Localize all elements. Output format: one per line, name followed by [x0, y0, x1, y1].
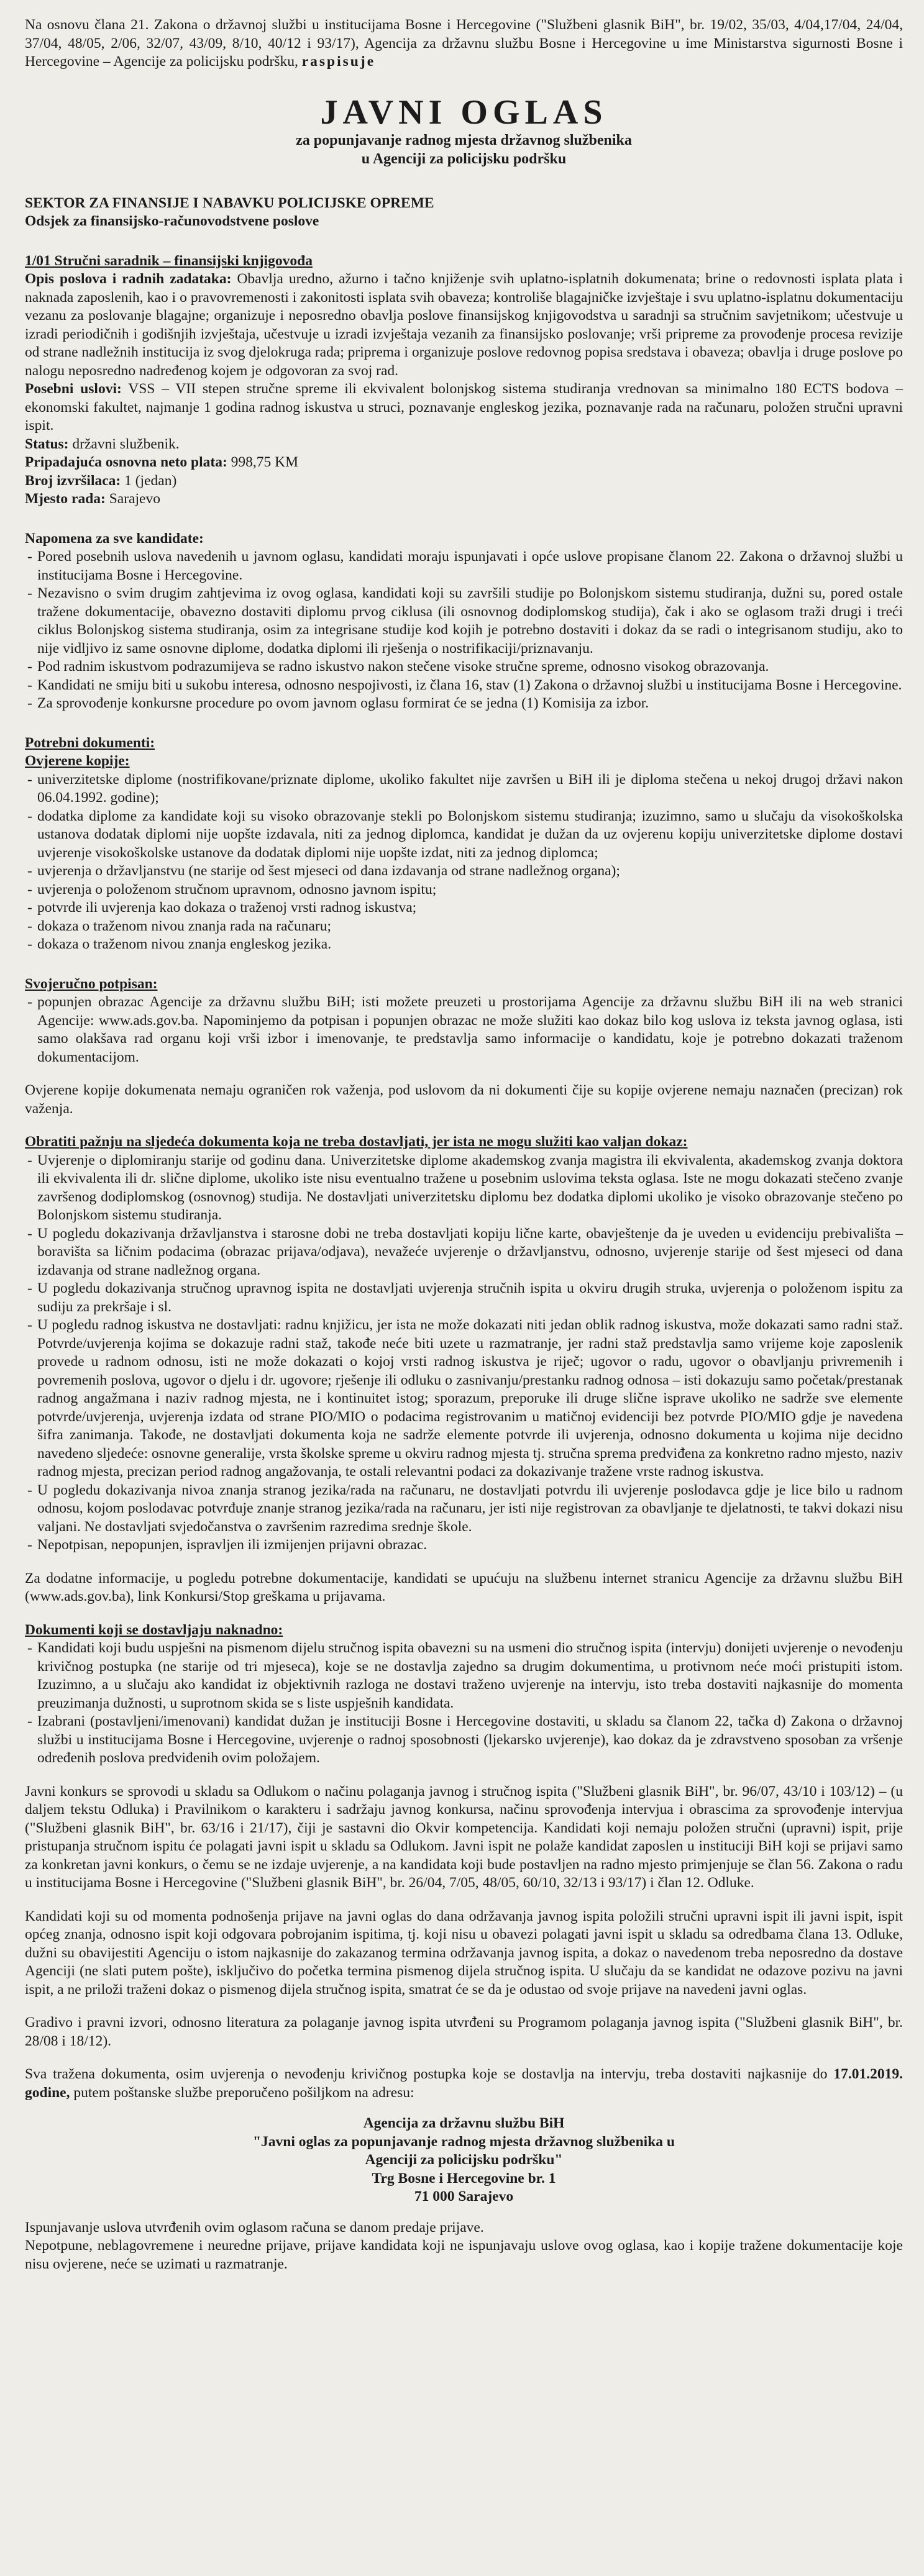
sector-name: SEKTOR ZA FINANSIJE I NABAVKU POLICIJSKE OPREME	[25, 194, 434, 211]
announcement-subtitle-1: za popunjavanje radnog mjesta državnog službenika	[296, 132, 632, 148]
salary-label: Pripadajuća osnovna neto plata:	[25, 454, 227, 470]
notes-list	[25, 548, 903, 713]
documents-title: Potrebni dokumenti:	[25, 734, 155, 751]
address-line: Agenciji za policijsku podršku"	[365, 2152, 563, 2168]
invalid-documents-title: Obratiti pažnju na sljedeća dokumenta koja ne treba dostavljati, jer ista ne mogu služiti kao valjan dokaz:	[25, 1134, 688, 1150]
list-item: - dokaza o traženom nivou znanja engleskog jezika.	[25, 935, 903, 954]
list-item: - Nezavisno o svim drugim zahtjevima iz ovog oglasa, kandidati koji su završili studije po Bolonjskom sistemu studiranja, dužni su, pored ostale tražene dokumentacije, obavezno dostaviti diplomu prvog ciklusa (ili osnovnog dodiplomskog studija), čak i ako se oglasom traži drugi i treći ciklus Bolonjskog sistema studiranja, osim za integrisane studije kod kojih je potrebno dostaviti i dokaz da se radi o integrisanom studiju, ako to nije vidljivo iz same osnovne diplome, dodatka diplomi ili rješenja o nostrifikaciji/priznavanju.	[25, 585, 903, 658]
list-item: - popunjen obrazac Agencije za državnu službu BiH; isti možete preuzeti u prostorijama Agencije za državnu službu BiH ili na web stranici Agencije: www.ads.gov.ba. Napominjemo da potpisan i popunjen obrazac ne može služiti kao dokaz bilo kog uslova iz teksta javnog oglasa, isti samo olakšava rad organu koji vrši izbor i imenovanje, te predstavlja samo informacije o kandidatu, koje je potrebno dokazati traženom dokumentacijom.	[25, 993, 903, 1067]
status-label: Status:	[25, 435, 69, 452]
signed-form-title: Svojeručno potpisan:	[25, 975, 158, 992]
mailing-address	[25, 2114, 903, 2206]
closing-note-1: Ispunjavanje uslova utvrđenih ovim oglasom računa se danom predaje prijave.	[25, 2219, 484, 2236]
signed-form-list	[25, 993, 903, 1067]
job-description-text: Obavlja uredno, ažurno i tačno knjiženje svih uplatno-isplatnih dokumenata; brine o redovnosti isplata plata i naknada zaposlenih, kao i o pravovremenosti i zakonitosti isplata svih obaveza; kontroliše blagajničke izvještaje i svu uplatno-isplatnu dokumentaciju vezanu za poslovanje blagajne; organizuje i neposredno obavlja poslove finansijskog knjigovodstva u saradnji sa stručnim savjetnikom; učestvuje u izradi periodičnih i godišnjih izvještaja, učestvuje u izradi izvještaja vezanih za finansijsko poslovanje; vrši pripreme za provođenje procesa revizije od strane nadležnih institucija iz svog djelokruga rada; priprema i organizuje poslove redovnog popisa sredstava i obaveza; obavlja i druge poslove po nalogu neposredno nadređenog kojem je odgovoran za svoj rad.	[25, 271, 903, 379]
closing-note-2: Nepotpune, neblagovremene i neuredne prijave, prijave kandidata koji ne ispunjavaju uslove ovog oglasa, kao i kopije tražene dokumentacije koje nisu ovjerene, neće se uzimati u razmatranje.	[25, 2237, 903, 2272]
executors-value: 1 (jedan)	[124, 472, 177, 489]
exam-procedure: Javni konkurs se sprovodi u skladu sa Odlukom o načinu polaganja javnog i stručnog ispita ("Službeni glasnik BiH", br. 96/07, 43/10 i 103/12) – (u daljem tekstu Odluka) i Pravilnikom o karakteru i sadržaju javnog konkursa, načinu sprovođenja intervjua i obrascima za sprovođenje intervjua ("Službeni glasnik BiH", br. 63/16 i 21/17), čiji je sastavni dio Okvir kompetencija. Kandidati koji nemaju položen stručni (upravni) ispit, prije pristupanja stručnom ispitu će polagati javni ispit u skladu sa Odlukom. Javni ispit ne polaže kandidat zaposlen u instituciji BiH koji se prijavi samo za konkretan javni konkurs, o čemu se ne izdaje uvjerenje, a na kandidata koji bude postavljen na radno mjesto primjenjuje se član 56. Zakona o radu u institucijama Bosne i Hercegovine ("Službeni glasnik BiH", br. 26/04, 7/05, 48/05, 60/10, 32/13 i 93/17) i član 12. Odluke.	[25, 1783, 903, 1891]
list-item: - dokaza o traženom nivou znanja rada na računaru;	[25, 917, 903, 936]
documents-list	[25, 771, 903, 954]
later-documents-title: Dokumenti koji se dostavljaju naknadno:	[25, 1621, 283, 1638]
list-item: - Za sprovođenje konkursne procedure po ovom javnom oglasu formirat će se jedna (1) Komisija za izbor.	[25, 694, 903, 713]
special-conditions-text: VSS – VII stepen stručne spreme ili ekvivalent bolonjskog sistema studiranja vrednovan sa minimalno 180 ECTS bodova – ekonomski fakultet, najmanje 1 godina radnog iskustva u struci, poznavanje engleskog jezika, poznavanje rada na računaru, položen stručni upravni ispit.	[25, 381, 903, 434]
exam-sources: Gradivo i pravni izvori, odnosno literatura za polaganje javnog ispita utvrđeni su Programom polaganja javnog ispita ("Službeni glasnik BiH", br. 28/08 i 18/12).	[25, 2014, 903, 2049]
address-line: Agencija za državnu službu BiH	[363, 2115, 565, 2131]
intro-text: Na osnovu člana 21. Zakona o državnoj službi u institucijama Bosne i Hercegovine ("Službeni glasnik BiH", br. 19/02, 35/03, 4/04,17/04, 24/04, 37/04, 48/05, 2/06, 32/07, 43/09, 8/10, 40/12 i 93/17), Agencija za državnu službu Bosne i Hercegovine u ime Ministarstva sigurnosti Bosne i Hercegovine – Agencije za policijsku podršku,	[25, 17, 903, 70]
list-item: - U pogledu radnog iskustva ne dostavljati: radnu knjižicu, jer ista ne može dokazati niti jedan oblik radnog iskustva, može dokazati samo radni staž. Potvrde/uvjerenja kojima se dokazuje radni staž, takođe neće biti uzete u razmatranje, jer radni staž predstavlja samo vrijeme koje zaposlenik provede u radnom odnosu, isti ne može dokazati o kojoj vrsti radnog iskustva je riječ; ugovor o radu, ugovor o obavljanju privremenih i povremenih poslova, ugovor o djelu i dr. ugovore; rješenje ili odluku o zasnivanju/prestanku radnog odnosa – isti dokazuju samo početak/prestanak radnog angažmana i naziv radnog mjesta, ne i kontinuitet istog; sporazum, preporuke ili druge slične isprave ukoliko ne sadrže sve elemente potvrde/uvjerenja, uvjerenja izdata od strane PIO/MIO o podacima registrovanim u matičnoj evidenciji bez potvrde PIO/MIO gdje je navedena šifra zanimanja. Takođe, ne dostavljati dokumenta koja ne sadrže elemente potvrde ili uvjerenja, odnosno dokumenta u kojima nije decidno navedeno sljedeće: osnovne generalije, vrsta školske spreme u okviru radnog mjesta tj. stručna sprema predviđena za konkretno radno mjesto, naziv radnog mjesta, precizan period radnog angažovanja, te ostali relevantni podaci za dokazivanje tražene vrste radnog iskustva.	[25, 1316, 903, 1481]
status-value: državni službenik.	[72, 435, 180, 452]
passed-exam-note: Kandidati koji su od momenta podnošenja prijave na javni oglas do dana održavanja javnog ispita položili stručni upravni ispit ili javni ispit, ispit općeg znanja, odnosno ispit koji odgovara pobrojanim ispitima, tj. koji nisu u obavezi polagati javni ispit u skladu sa odredbama člana 13. Odluke, dužni su obavijestiti Agenciju o istom najkasnije do zakazanog termina održavanja javnog ispita, a dokaz o navedenom treba neposredno da dostave Agenciji (ne slati putem pošte), isključivo do početka termina pismenog dijela stručnog ispita. U slučaju da se kandidat ne odazove pozivu na javni ispit, a ne priloži traženi dokaz o pismenog dijela stručnog ispita, smatrat će se da je odustao od svoje prijave na navedeni javni oglas.	[25, 1908, 903, 1998]
job-description-label: Opis poslova i radnih zadataka:	[25, 271, 232, 287]
list-item: - U pogledu dokazivanja nivoa znanja stranog jezika/rada na računaru, ne dostavljati potvrdu ili uvjerenje poslodavca gdje je lice bilo u radnom odnosu, kojom poslodavac potvrđuje znanje stranog jezika/rada na računaru, jer isti nije registrovan za obavljanje te djelatnosti, te takvi dokazi nisu valjani. Ne dostavljati svjedočanstva o završenim razredima srednje škole.	[25, 1481, 903, 1537]
address-line: "Javni oglas za popunjavanje radnog mjesta državnog službenika u	[253, 2133, 675, 2150]
list-item: - Pod radnim iskustvom podrazumijeva se radno iskustvo nakon stečene visoke stručne spreme, odnosno visokog obrazovanja.	[25, 658, 903, 676]
deadline-tail: putem poštanske službe preporučeno pošiljkom na adresu:	[73, 2084, 414, 2101]
executors-line	[25, 472, 903, 491]
list-item: - Uvjerenje o diplomiranju starije od godinu dana. Univerzitetske diplome akademskog zvanja magistra ili ekvivalenta, akademskog zvanja doktora ili ekvivalenta ili dr. slične diplome, ukoliko iste nisu eventualno tražene u posebnim uslovima teksta oglasa. Iste ne mogu dokazati stečeno zvanje završenog dodiplomskog (osnovnog) studija. Ne dostavljati univerzitetsku diplomu bez dodatka diplomi ukoliko je visoko obrazovanje stečeno po Bolonjskom sistemu studiranja.	[25, 1152, 903, 1225]
intro-paragraph	[25, 16, 903, 71]
position-title: 1/01 Stručni saradnik – finansijski knjigovođa	[25, 252, 313, 269]
address-line: 71 000 Sarajevo	[414, 2188, 514, 2205]
notes-title: Napomena za sve kandidate:	[25, 530, 204, 547]
list-item: - Izabrani (postavljeni/imenovani) kandidat dužan je instituciji Bosne i Hercegovine dostaviti, u skladu sa članom 22, tačka d) Zakona o državnoj službi u institucijama Bosne i Hercegovine, uvjerenje o radnoj sposobnosti (ljekarsko uvjerenje), kao dokaz da je zdravstveno sposoban za vršenje određenih poslova predviđenih ovim položajem.	[25, 1713, 903, 1768]
executors-label: Broj izvršilaca:	[25, 472, 121, 489]
department-name: Odsjek za finansijsko-računovodstvene poslove	[25, 213, 319, 229]
intro-verb: raspisuje	[301, 53, 376, 70]
list-item: - uvjerenja o položenom stručnom upravnom, odnosno javnom ispitu;	[25, 881, 903, 899]
list-item: - Kandidati koji budu uspješni na pismenom dijelu stručnog ispita obavezni su na usmeni dio stručnog ispita (intervju) donijeti uvjerenje o nevođenju krivičnog postupka (ne starije od tri mjeseca), koje se ne dostavlja zajedno sa drugim dokumentima, u protivnom neće moći pristupiti istom. Izuzimno, a u slučaju ako kandidat iz objektivnih razloga ne dostavi traženo uvjerenje na intervju, isto treba dostaviti najkasnije do momenta preuzimanja dužnosti, u suprotnom skida se s liste uspješnih kandidata.	[25, 1639, 903, 1713]
documents-subtitle: Ovjerene kopije:	[25, 753, 130, 769]
location-label: Mjesto rada:	[25, 491, 106, 507]
list-item: - potvrde ili uvjerenja kao dokaza o traženoj vrsti radnog iskustva;	[25, 899, 903, 917]
list-item: - uvjerenja o državljanstvu (ne starije od šest mjeseci od dana izdavanja od strane nadležnog organa);	[25, 862, 903, 881]
list-item: - U pogledu dokazivanja državljanstva i starosne dobi ne treba dostavljati kopiju lične karte, obavještenje da je uveden u evidenciju prebivališta – boravišta sa ličnim podacima (obrazac prijava/odjava), nevažeće uvjerenje o državljanstvu, odnosno, uvjerenje starije od šest mjeseci od dana izdavanja od strane nadležnog organa.	[25, 1225, 903, 1280]
announcement-subtitle-2: u Agenciji za policijsku podršku	[361, 150, 567, 167]
list-item: - univerzitetske diplome (nostrifikovane/priznate diplome, ukoliko fakultet nije završen u BiH ili je diploma stečena u nekoj drugoj državi nakon 06.04.1992. godine);	[25, 771, 903, 808]
list-item: - Nepotpisan, nepopunjen, ispravljen ili izmijenjen prijavni obrazac.	[25, 1536, 903, 1555]
address-line: Trg Bosne i Hercegovine br. 1	[372, 2170, 556, 2187]
invalid-documents-list	[25, 1152, 903, 1555]
special-conditions	[25, 380, 903, 435]
deadline-lead: Sva tražena dokumenta, osim uvjerenja o nevođenju krivičnog postupka koje se dostavlja na intervju, treba dostaviti najkasnije do	[25, 2066, 828, 2082]
location-value: Sarajevo	[109, 491, 160, 507]
salary-line	[25, 453, 903, 472]
later-documents-list	[25, 1639, 903, 1768]
deadline-date: 17.01.2019. godine,	[25, 2066, 903, 2101]
location-line	[25, 490, 903, 509]
list-item: - U pogledu dokazivanja stručnog upravnog ispita ne dostavljati uvjerenja stručnih ispita u okviru drugih struka, uvjerenja o položenom ispitu za sudiju za prekršaje i sl.	[25, 1280, 903, 1316]
deadline-paragraph	[25, 2065, 903, 2102]
list-item: - Pored posebnih uslova navedenih u javnom oglasu, kandidati moraju ispunjavati i opće uslove propisane članom 22. Zakona o državnoj službi u institucijama Bosne i Hercegovine.	[25, 548, 903, 585]
list-item: - dodatka diplome za kandidate koji su visoko obrazovanje stekli po Bolonjskom sistemu studiranja; izuzimno, samo u slučaju da visokoškolska ustanova dodatak diplomi nije uopšte izdavala, niti za jednog diplomca, kandidat je dužan da uz ovjerenu kopiju univerzitetske diplome dostavi uvjerenje visokoškolske ustanove da dodatak diplomi nije uopšte izdat, niti za jednog diplomca;	[25, 808, 903, 863]
status-line	[25, 435, 903, 454]
additional-info: Za dodatne informacije, u pogledu potrebne dokumentacije, kandidati se upućuju na službenu internet stranicu Agencije za državnu službu BiH (www.ads.gov.ba), link Konkursi/Stop greškama u prijavama.	[25, 1570, 903, 1604]
announcement-title: JAVNI OGLAS	[320, 93, 608, 132]
announcement-header	[25, 94, 903, 168]
special-conditions-label: Posebni uslovi:	[25, 381, 122, 397]
list-item: - Kandidati ne smiju biti u sukobu interesa, odnosno nespojivosti, iz člana 16, stav (1) Zakona o državnoj službi u institucijama Bosne i Hercegovine.	[25, 676, 903, 695]
certified-copies-note: Ovjerene kopije dokumenata nemaju ograničen rok važenja, pod uslovom da ni dokumenti čije su kopije ovjerene nemaju naznačen (precizan) rok važenja.	[25, 1082, 903, 1117]
job-description	[25, 270, 903, 380]
salary-value: 998,75 KM	[231, 454, 299, 470]
